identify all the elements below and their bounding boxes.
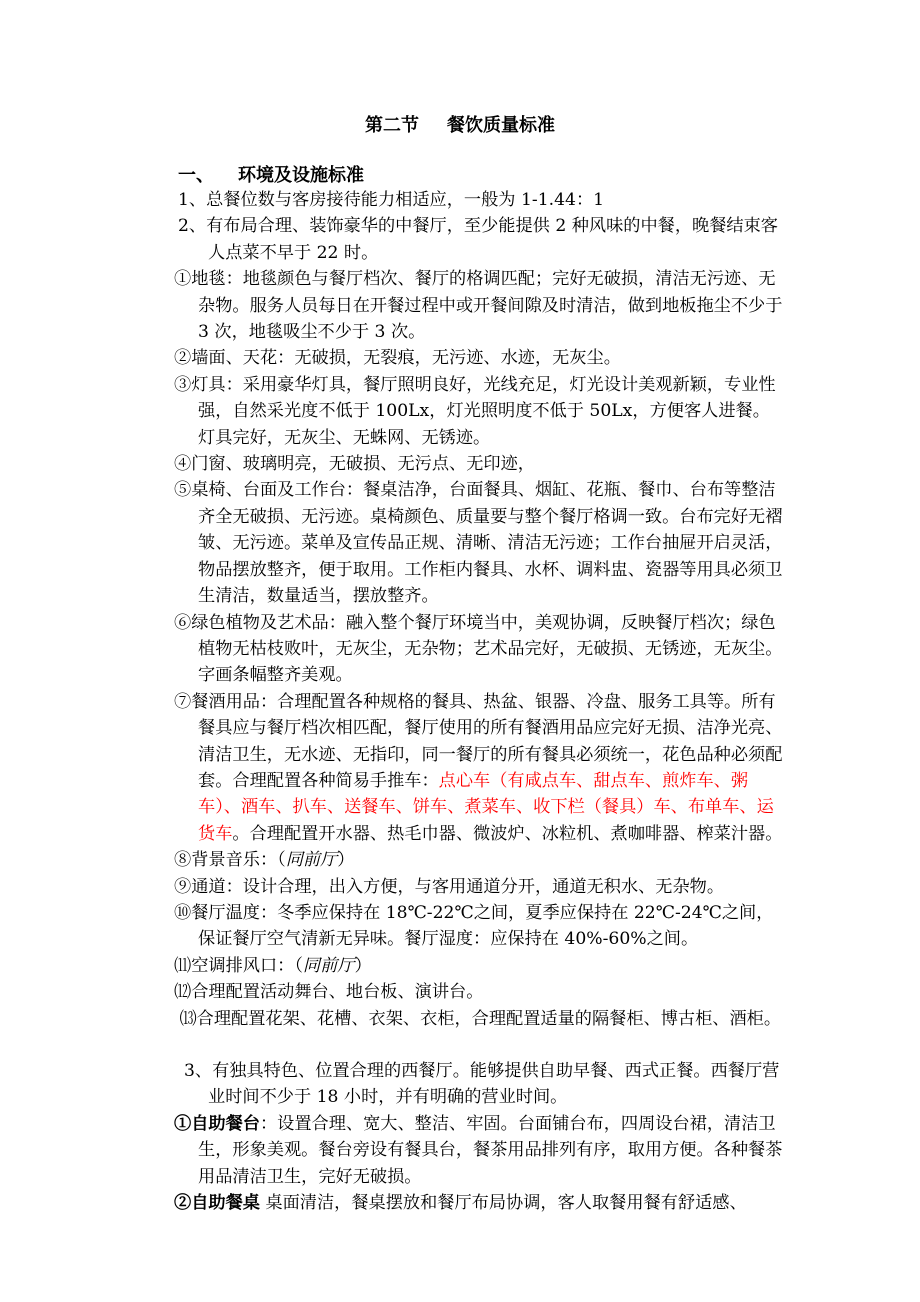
paragraph: ⑿合理配置活动舞台、地台板、演讲台。: [174, 982, 484, 1003]
title-section-number: 第二节: [365, 115, 419, 136]
paragraph: [174, 1111, 786, 1190]
paragraph: [174, 847, 786, 873]
paragraph: ⒀合理配置花架、花槽、衣架、衣柜，合理配置适量的隔餐柜、博古柜、酒柜。: [174, 1008, 782, 1029]
paragraph-text: ：设置合理、宽大、整洁、牢固。台面铺台布，四周设台裙，清洁卫生，形象美观。餐台旁设有餐具台，餐茶用品排列有序，取用方便。各种餐茶用品清洁卫生，完好无破损。: [198, 1113, 783, 1187]
paragraph-text: ⑾空调排风口：（: [174, 955, 303, 976]
paragraph: ⑥绿色植物及艺术品：融入整个餐厅环境当中，美观协调，反映餐厅档次；绿色植物无枯枝败叶，无灰尘，无杂物；艺术品完好，无破损、无锈迹，无灰尘。字画条幅整齐美观。: [174, 612, 783, 686]
paragraph-text: ）: [354, 955, 372, 976]
paragraph-text: 桌面清洁，餐桌摆放和餐厅布局协调，客人取餐用餐有舒适感、: [259, 1193, 747, 1214]
paragraph: 3、有独具特色、位置合理的西餐厅。能够提供自助早餐、西式正餐。西餐厅营业时间不少于 18 小时，并有明确的营业时间。: [184, 1061, 780, 1108]
section-heading: [178, 164, 364, 188]
highlighted-text: 点心车（有咸点车、甜点车、煎炸车、粥车）、酒车、扒车、送餐车、饼车、煮菜车、收下栏（餐具）车、布单车、运货车: [198, 770, 774, 844]
bold-label: ②自助餐桌: [174, 1193, 260, 1214]
paragraph: ⑩餐厅温度：冬季应保持在 18℃-22℃之间，夏季应保持在 22℃-24℃之间，保证餐厅空气清新无异味。餐厅湿度：应保持在 40%-60%之间。: [174, 902, 774, 950]
paragraph: ②墙面、天花：无破损，无裂痕，无污迹、水迹，无灰尘。: [174, 348, 621, 369]
paragraph: ⑤桌椅、台面及工作台：餐桌洁净，台面餐具、烟缸、花瓶、餐巾、台布等整洁齐全无破损、无污迹。桌椅颜色、质量要与整个餐厅格调一致。台布完好无褶皱、无污迹。菜单及宣传品正规、清晰、清洁无污迹；工作台抽屉开启灵活，物品摆放整齐，便于取用。工作柜内餐具、水杯、调料盅、瓷器等用具必须卫生清洁，数量适当，摆放整齐。: [174, 480, 783, 607]
italic-text: 同前厅: [285, 850, 338, 871]
paragraph: ⑨通道：设计合理，出入方便，与客用通道分开，通道无积水、无杂物。: [174, 876, 725, 897]
paragraph: 1、总餐位数与客房接待能力相适应，一般为 1-1.44：1: [178, 190, 605, 210]
paragraph-text: 。合理配置开水器、热毛巾器、微波炉、冰粒机、煮咖啡器、榨菜汁器。: [232, 823, 783, 844]
paragraph-text: ⑦餐酒用品：合理配置各种规格的餐具、热盆、银器、冷盘、服务工具等。所有餐具应与餐厅档次相匹配，餐厅使用的所有餐酒用品应完好无损、洁净光亮、清洁卫生，无水迹、无指印，同一餐厅的所有餐具必须统一，花色品种必须配套。合理配置各种简易手推车：: [174, 691, 783, 791]
bold-label: ①自助餐台: [174, 1113, 260, 1134]
paragraph-text: ⑧背景音乐：（: [174, 850, 286, 871]
paragraph: 2、有布局合理、装饰豪华的中餐厅，至少能提供 2 种风味的中餐，晚餐结束客人点菜不早于 22 时。: [178, 216, 778, 263]
paragraph: ④门窗、玻璃明亮，无破损、无污点、无印迹，: [174, 454, 535, 475]
paragraph: ①地毯：地毯颜色与餐厅档次、餐厅的格调匹配；完好无破损，清洁无污迹、无杂物。服务人员每日在开餐过程中或开餐间隙及时清洁，做到地板拖尘不少于 3 次，地毯吸尘不少于 3 次。: [174, 269, 783, 343]
section-number: 一、: [178, 165, 214, 186]
italic-text: 同前厅: [302, 955, 355, 976]
paragraph-text: ）: [337, 850, 355, 871]
title-text: 餐饮质量标准: [447, 115, 555, 136]
page-title: [0, 114, 920, 138]
paragraph: [174, 689, 786, 847]
paragraph: [174, 953, 786, 979]
paragraph: [174, 1190, 786, 1216]
section-label: 环境及设施标准: [238, 165, 364, 186]
paragraph: ③灯具：采用豪华灯具，餐厅照明良好，光线充足，灯光设计美观新颖，专业性强，自然采光度不低于 100Lx，灯光照明度不低于 50Lx，方便客人进餐。灯具完好，无灰尘、无蛛网、无锈迹。: [174, 374, 776, 448]
blank-line: [174, 1032, 786, 1058]
section-body: [174, 187, 786, 1216]
